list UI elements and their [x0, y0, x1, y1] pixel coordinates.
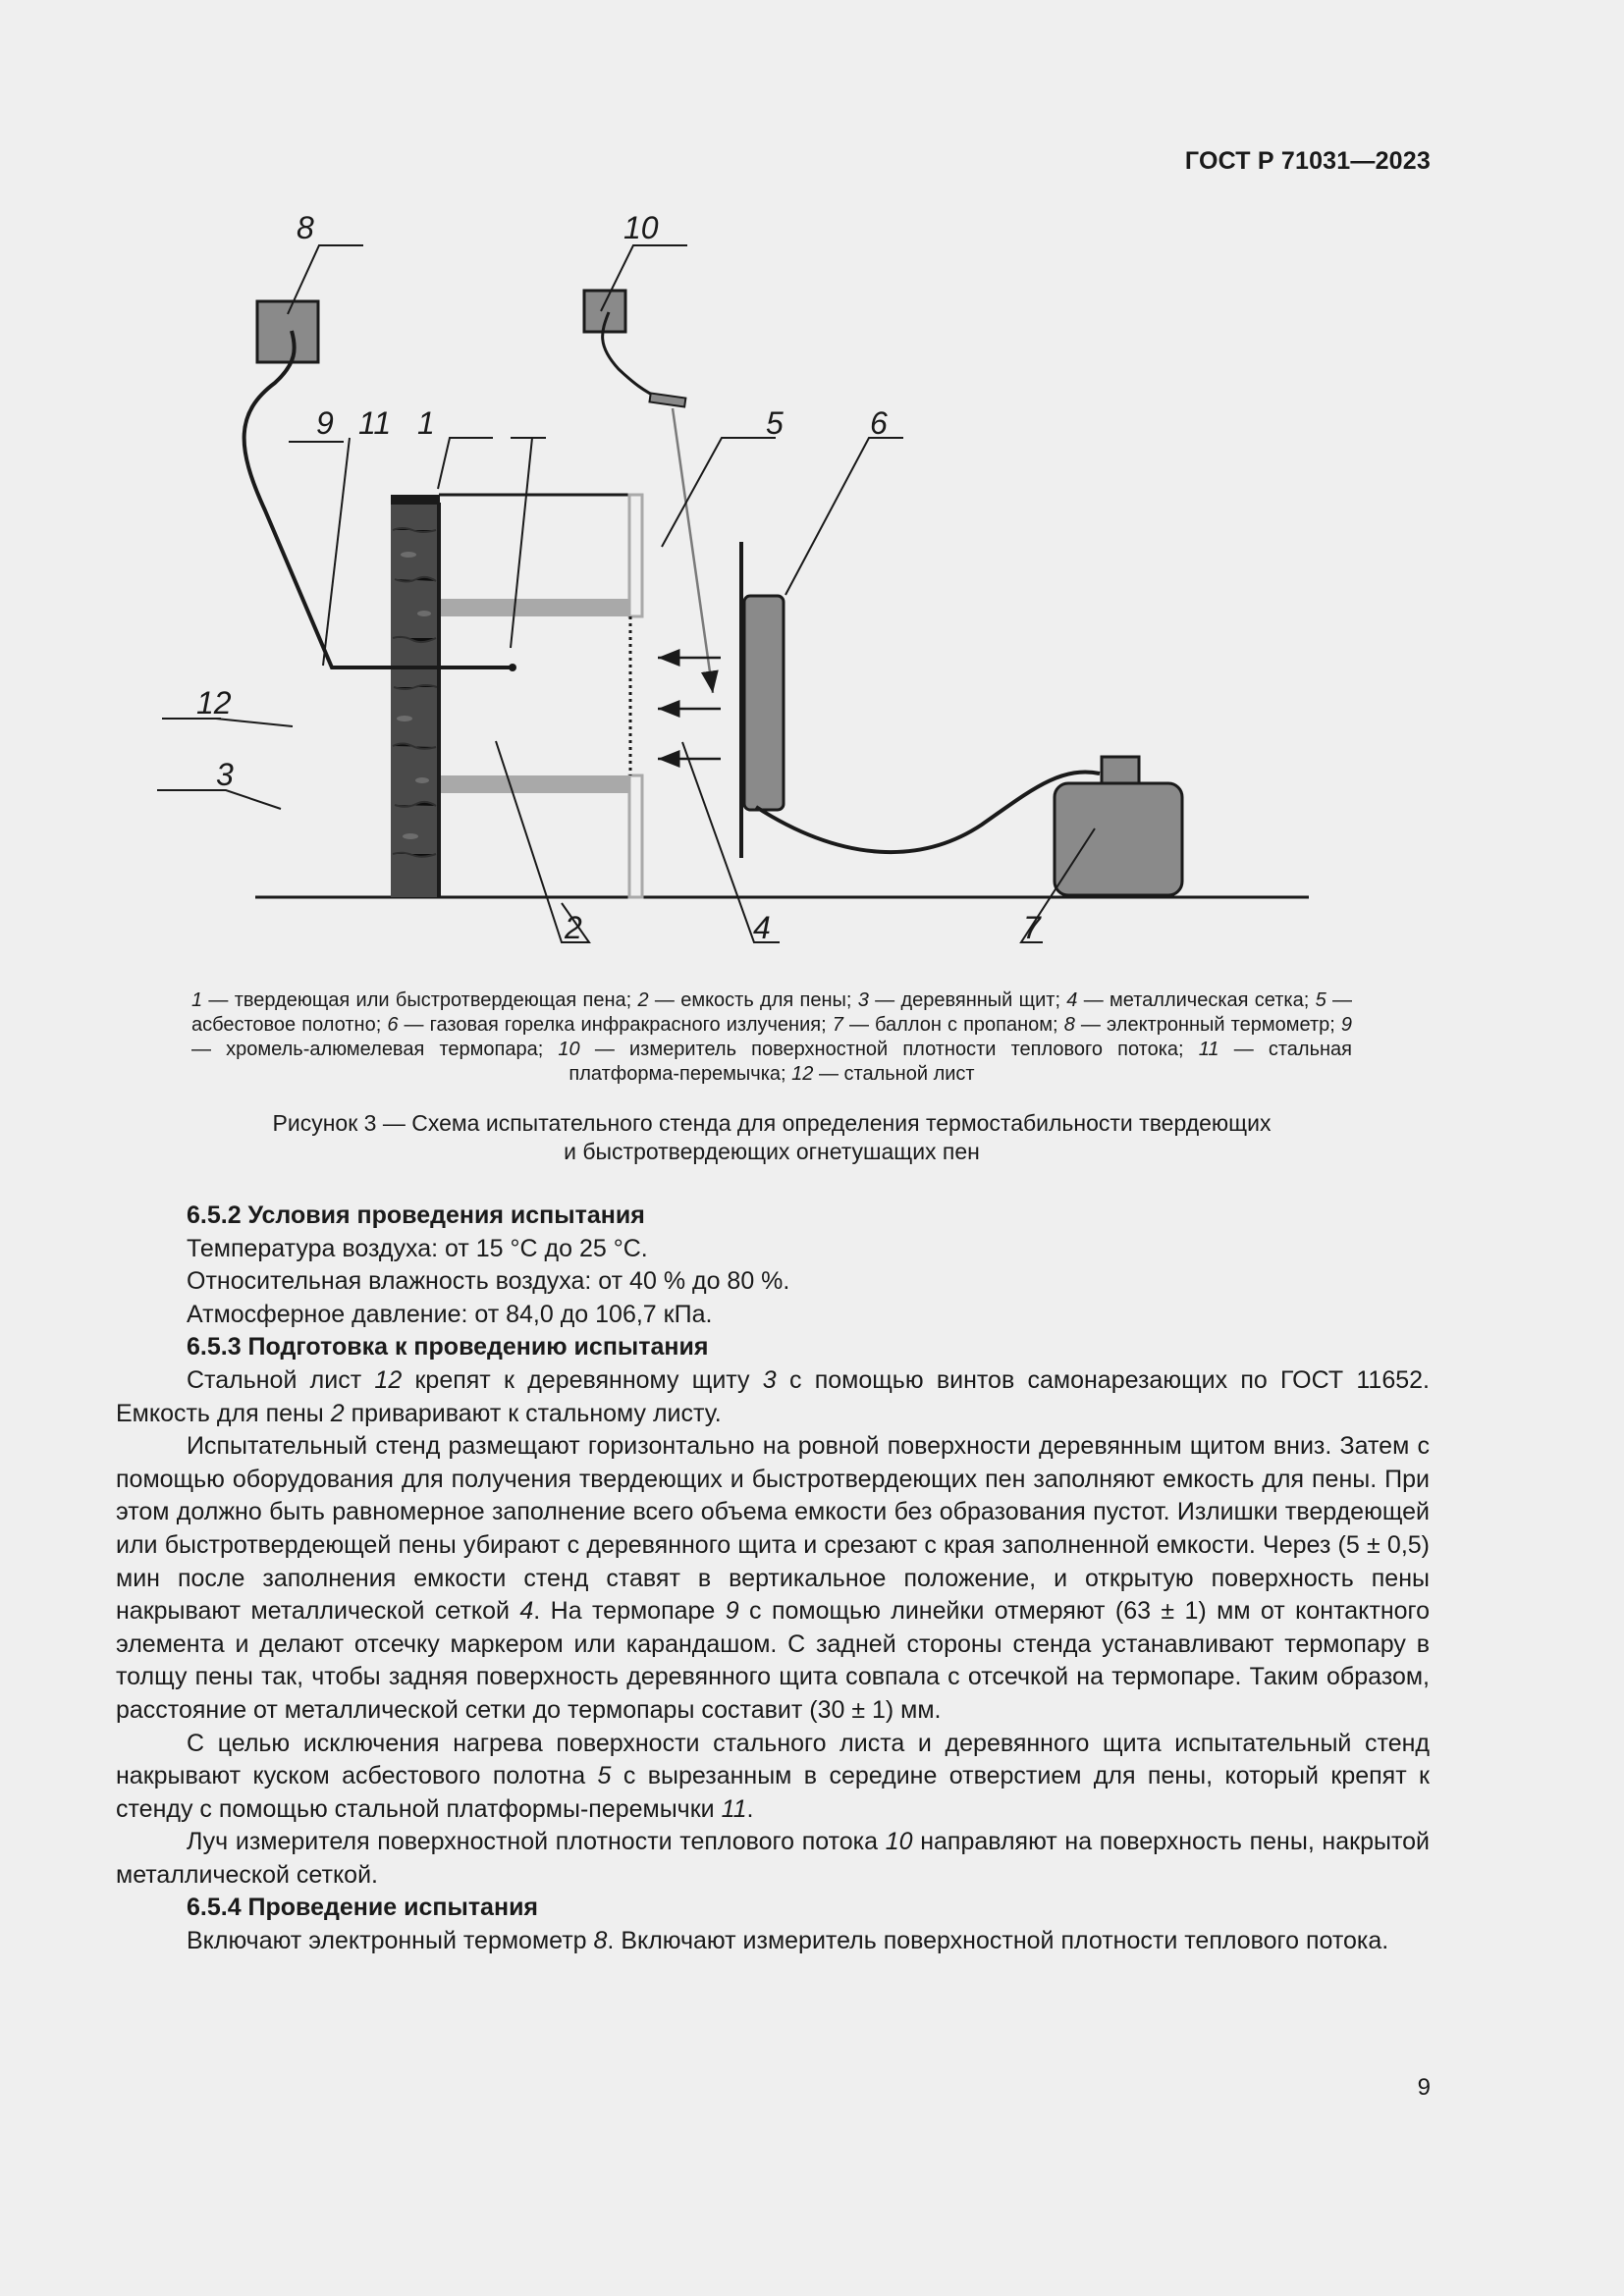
label-2: 2: [565, 910, 582, 945]
condition-temperature: Температура воздуха: от 15 °С до 25 °С.: [187, 1234, 648, 1262]
label-8: 8: [297, 210, 314, 245]
asbestos-cloth-bottom: [629, 775, 642, 897]
page-number: 9: [1417, 2074, 1431, 2101]
condition-humidity: Относительная влажность воздуха: от 40 % до 80 %.: [187, 1267, 790, 1296]
paragraph-5: Включают электронный термометр 8. Включают измеритель поверхностной плотности теплового потока.: [187, 1927, 1389, 1955]
section-body: [116, 1200, 1430, 1958]
condition-pressure: Атмосферное давление: от 84,0 до 106,7 кПа.: [187, 1300, 713, 1328]
figure-legend: 1 — твердеющая или быстротвердеющая пена; 2 — емкость для пены; 3 — деревянный щит; 4 — металлическая сетка; 5 — асбестовое полотно; 6 — газовая горелка инфракрасного излучения; 7 — баллон с пропаном; 8 — электронный термометр; 9 — хромель-алюмелевая термопара; 10 — измеритель поверхностной плотности теплового потока; 11 — стальная платформа-перемычка; 12 — стальной лист: [191, 989, 1353, 1085]
label-6: 6: [870, 405, 888, 441]
paragraph-3: С целью исключения нагрева поверхности стального листа и деревянного щита испытательный стенд накрывают куском асбестового полотна 5 с вырезанным в середине отверстием для пены, который крепят к стенду с помощью стальной платформы-перемычки 11.: [116, 1729, 1430, 1823]
figure-caption: Рисунок 3 — Схема испытательного стенда для определения термостабильности твердеющих и быстротвердеющих огнетушащих пен: [272, 1110, 1272, 1164]
test-stand-diagram: [196, 210, 1365, 962]
propane-cylinder: [1055, 783, 1182, 895]
label-1: 1: [417, 405, 435, 441]
foam-container-bottom: [441, 775, 630, 793]
label-4: 4: [753, 910, 771, 945]
ir-gas-burner: [744, 596, 784, 810]
electronic-thermometer: [257, 301, 318, 362]
label-3: 3: [216, 757, 234, 792]
label-12: 12: [196, 685, 232, 721]
asbestos-cloth-top: [629, 495, 642, 616]
document-id: ГОСТ Р 71031—2023: [1184, 147, 1431, 175]
label-10: 10: [623, 210, 659, 245]
heading-6-5-3: 6.5.3 Подготовка к проведению испытания: [187, 1333, 709, 1362]
heading-6-5-4: 6.5.4 Проведение испытания: [187, 1894, 539, 1922]
foam-container-top: [441, 599, 630, 616]
label-9: 9: [316, 405, 334, 441]
paragraph-1: Стальной лист 12 крепят к деревянному щиту 3 с помощью винтов самонарезающих по ГОСТ 11652. Емкость для пены 2 приваривают к стальному листу.: [116, 1365, 1430, 1427]
label-7: 7: [1023, 910, 1041, 945]
paragraph-4: Луч измерителя поверхностной плотности теплового потока 10 направляют на поверхность пены, накрытой металлической сеткой.: [116, 1828, 1430, 1889]
label-5: 5: [766, 405, 784, 441]
steel-platform: [391, 495, 440, 505]
heading-6-5-2: 6.5.2 Условия проведения испытания: [187, 1201, 645, 1229]
label-11: 11: [358, 405, 392, 441]
paragraph-2: Испытательный стенд размещают горизонтально на ровной поверхности деревянным щитом вниз. Затем с помощью оборудования для получения твердеющих и быстротвердеющих пен заполняют емкость для пены. При этом должно быть равномерное заполнение всего объема емкости без образования пустот. Излишки твердеющей или быстротвердеющей пены убирают с деревянного щита и срезают с края заполненной емкости. Через (5 ± 0,5) мин после заполнения емкости стенд ставят в вертикальное положение, и открытую поверхность пены накрывают металлической сеткой 4. На термопаре 9 с помощью линейки отмеряют (63 ± 1) мм от контактного элемента и делают отсечку маркером или карандашом. С задней стороны стенда устанавливают термопару в толщу пены так, чтобы задняя поверхность деревянного щита совпала с отсечкой на термопаре. Таким образом, расстояние от металлической сетки до термопары составит (30 ± 1) мм.: [116, 1432, 1430, 1724]
